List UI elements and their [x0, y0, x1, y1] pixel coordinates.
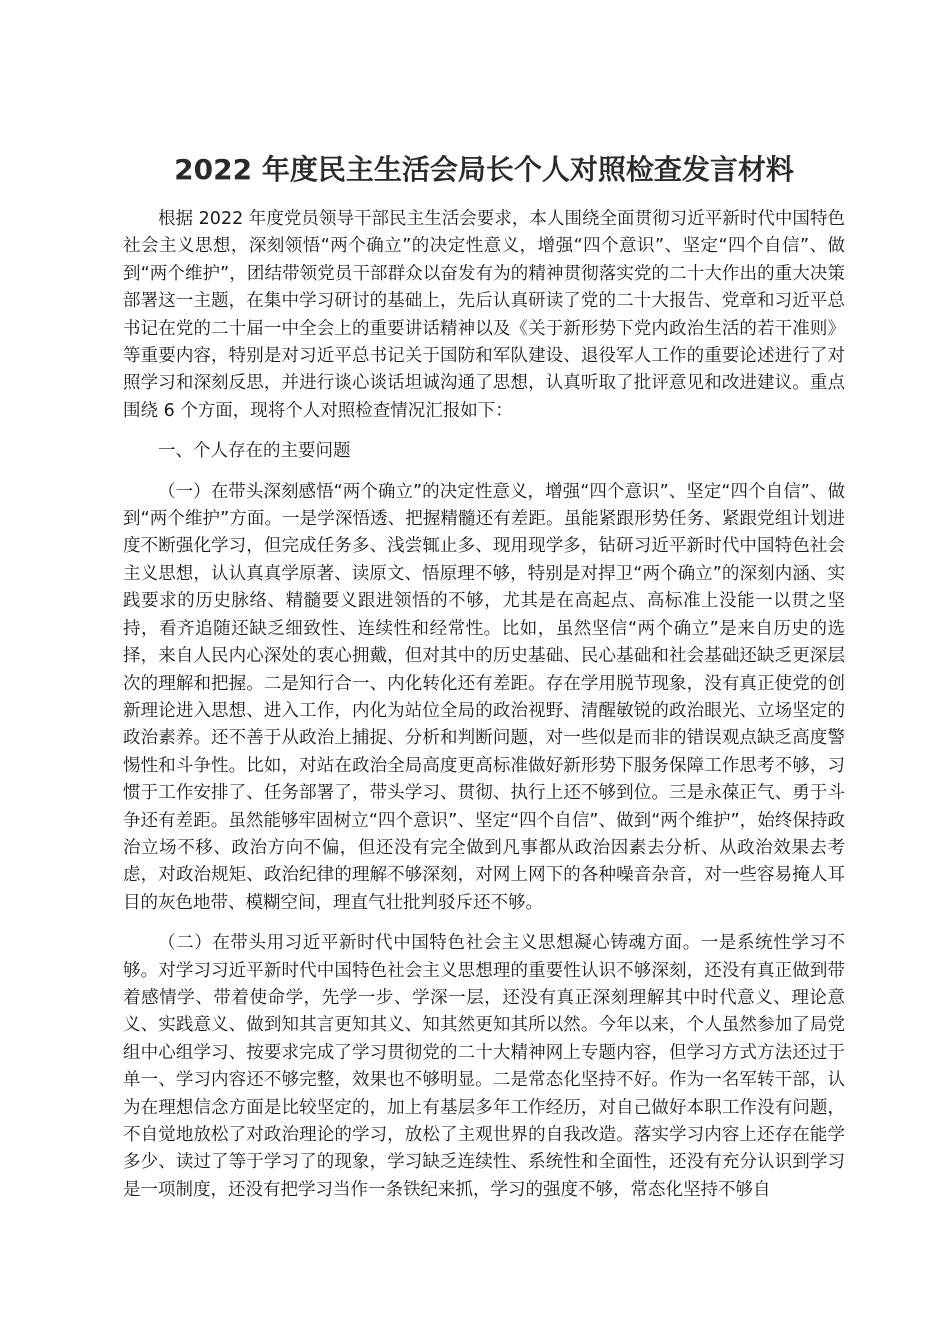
section-heading: 一、个人存在的主要问题 [158, 441, 351, 462]
body-paragraph: （二）在带头用习近平新时代中国特色社会主义思想凝心铸魂方面。一是系统性学习不够。对学习习近平新时代中国特色社会主义思想理的重要性认识不够深刻，还没有真正做到带着感情学、带着使命学，先学一步、学深一层，还没有真正深刻理解其中时代意义、理论意义、实践意义、做到知其言更知其义、知其然更知其所以然。今年以来，个人虽然参加了局党组中心组学习、按要求完成了学习贯彻党的二十大精神网上专题内容，但学习方式方法还过于单一、学习内容还不够完整，效果也不够明显。二是常态化坚持不好。作为一名军转干部，认为在理想信念方面是比较坚定的，加上有基层多年工作经历，对自己做好本职工作没有问题，不自觉地放松了对政治理论的学习，放松了主观世界的自我改造。落实学习内容上还存在能学多少、读过了等于学习了的现象，学习缺乏连续性、系统性和全面性，还没有充分认识到学习是一项制度，还没有把学习当作一条铁纪来抓，学习的强度不够，常态化坚持不够自 [123, 933, 845, 1200]
intro-paragraph: 根据 2022 年度党员领导干部民主生活会要求，本人围绕全面贯彻习近平新时代中国特色社会主义思想，深刻领悟“两个确立”的决定性意义，增强“四个意识”、坚定“四个自信”、做到“两个维护”，团结带领党员干部群众以奋发有为的精神贯彻落实党的二十大作出的重大决策部署这一主题，在集中学习研讨的基础上，先后认真研读了党的二十大报告、党章和习近平总书记在党的二十届一中全会上的重要讲话精神以及《关于新形势下党内政治生活的若干准则》等重要内容，特别是对习近平总书记关于国防和军队建设、退役军人工作的重要论述进行了对照学习和深刻反思，并进行谈心谈话坦诚沟通了思想，认真听取了批评意见和改进建议。重点围绕 6 个方面，现将个人对照检查情况汇报如下： [123, 209, 845, 421]
document-page [123, 150, 845, 1217]
document-title: 2022 年度民主生活会局长个人对照检查发言材料 [174, 153, 794, 186]
body-paragraph: （一）在带头深刻感悟“两个确立”的决定性意义，增强“四个意识”、坚定“四个自信”、做到“两个维护”方面。一是学深悟透、把握精髓还有差距。虽能紧跟形势任务、紧跟党组计划进度不断强化学习，但完成任务多、浅尝辄止多、现用现学多，钻研习近平新时代中国特色社会主义思想，认认真真学原著、读原文、悟原理不够，特别是对捍卫“两个确立”的深刻内涵、实践要求的历史脉络、精髓要义跟进领悟的不够，尤其是在高起点、高标准上没能一以贯之坚持，看齐追随还缺乏细致性、连续性和经常性。比如，虽然坚信“两个确立”是来自历史的选择，来自人民内心深处的衷心拥戴，但对其中的历史基础、民心基础和社会基础还缺乏更深层次的理解和把握。二是知行合一、内化转化还有差距。存在学用脱节现象，没有真正使党的创新理论进入思想、进入工作，内化为站位全局的政治视野、清醒敏锐的政治眼光、立场坚定的政治素养。还不善于从政治上捕捉、分析和判断问题，对一些似是而非的错误观点缺乏高度警惕性和斗争性。比如，对站在政治全局高度更高标准做好新形势下服务保障工作思考不够，习惯于工作安排了、任务部署了，带头学习、贯彻、执行上还不够到位。三是永葆正气、勇于斗争还有差距。虽然能够牢固树立“四个意识”、坚定“四个自信”、做到“两个维护”，始终保持政治立场不移、政治方向不偏，但还没有完全做到凡事都从政治因素去分析、从政治效果去考虑，对政治规矩、政治纪律的理解不够深刻，对网上网下的各种噪音杂音，对一些容易掩人耳目的灰色地带、模糊空间，理直气壮批判驳斥还不够。 [123, 481, 845, 913]
